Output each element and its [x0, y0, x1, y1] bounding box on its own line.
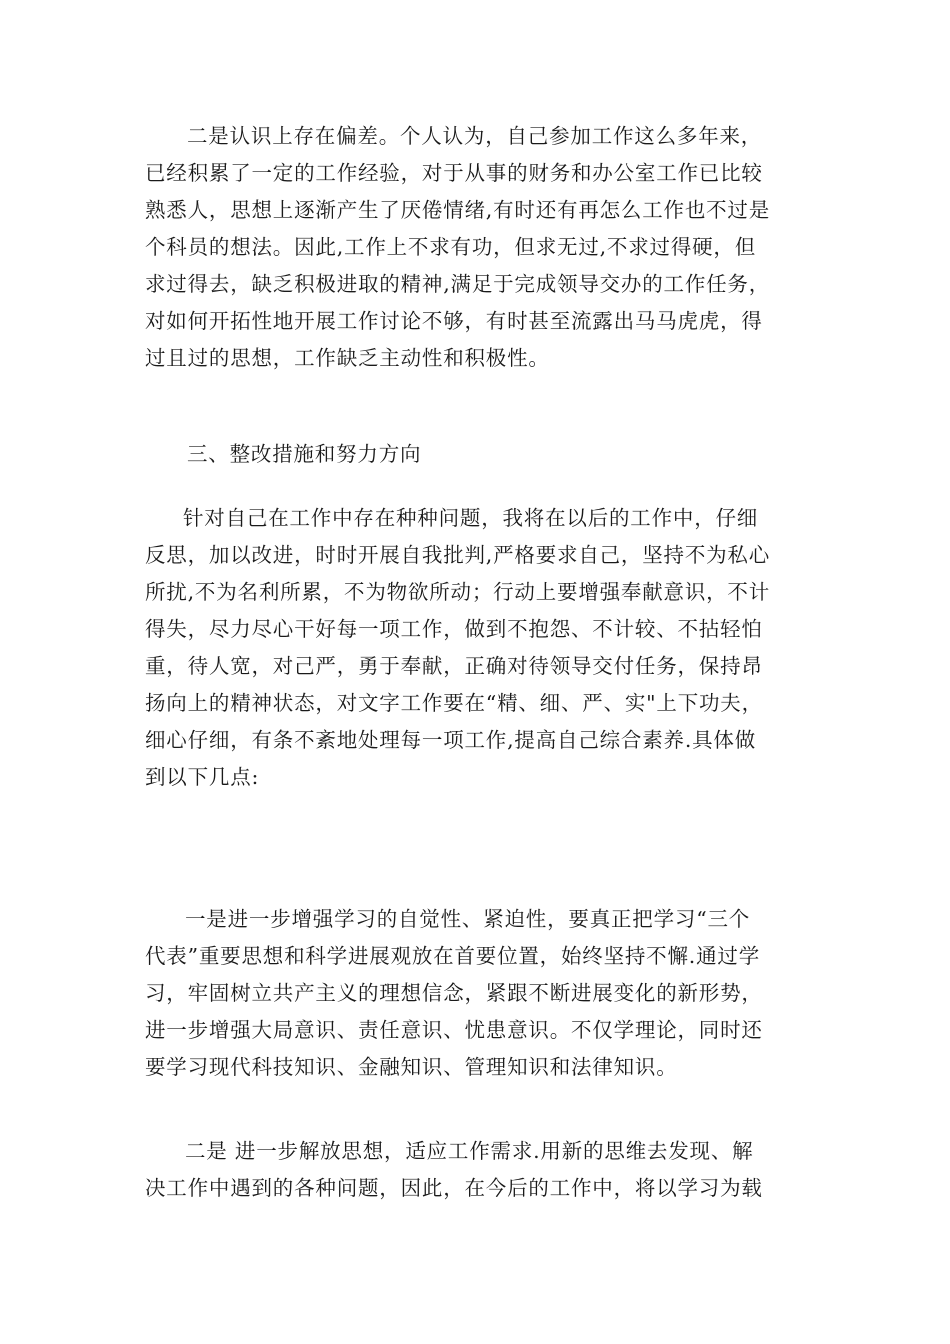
paragraph-line: 细心仔细，有条不紊地处理每一项工作,提高自己综合素养.具体做 [145, 728, 757, 752]
paragraph-rectification [145, 500, 805, 796]
paragraph-line: 决工作中遇到的各种问题，因此，在今后的工作中，将以学习为载 [145, 1176, 763, 1200]
paragraph-item-one [145, 901, 805, 1086]
paragraph-item-two [145, 1133, 805, 1207]
paragraph-line: 一是进一步增强学习的自觉性、紧迫性，要真正把学习“三个 [185, 907, 751, 931]
paragraph-line: 要学习现代科技知识、金融知识、管理知识和法律知识。 [145, 1055, 678, 1079]
paragraph-line: 得失，尽力尽心干好每一项工作，做到不抱怨、不计较、不拈轻怕 [145, 617, 763, 641]
paragraph-line: 习，牢固树立共产主义的理想信念，紧跟不断进展变化的新形势， [145, 981, 763, 1005]
paragraph-line: 重，待人宽，对己严，勇于奉献，正确对待领导交付任务，保持昂 [145, 654, 763, 678]
paragraph-line: 求过得去，缺乏积极进取的精神,满足于完成领导交办的工作任务， [145, 272, 771, 296]
paragraph-line: 二是 进一步解放思想，适应工作需求.用新的思维去发现、解 [185, 1139, 754, 1163]
section-heading [145, 436, 847, 473]
section-heading-text: 三、整改措施和努力方向 [187, 442, 422, 466]
paragraph-line: 针对自己在工作中存在种种问题，我将在以后的工作中，仔细 [183, 506, 759, 530]
paragraph-line: 到以下几点: [145, 765, 260, 789]
paragraph-line: 代表”重要思想和科学进展观放在首要位置，始终坚持不懈.通过学 [145, 944, 760, 968]
paragraph-line: 过且过的思想，工作缺乏主动性和积极性。 [145, 346, 550, 370]
paragraph-line: 进一步增强大局意识、责任意识、忧患意识。不仅学理论，同时还 [145, 1018, 763, 1042]
paragraph-line: 熟悉人，思想上逐渐产生了厌倦情绪,有时还有再怎么工作也不过是 [145, 198, 771, 222]
paragraph-line: 反思，加以改进，时时开展自我批判,严格要求自己，坚持不为私心 [145, 543, 771, 567]
paragraph-line: 个科员的想法。因此,工作上不求有功，但求无过,不求过得硬，但 [145, 235, 757, 259]
paragraph-line: 所扰,不为名利所累，不为物欲所动；行动上要增强奉献意识，不计 [145, 580, 771, 604]
paragraph-line: 二是认识上存在偏差。个人认为，自己参加工作这么多年来， [187, 124, 763, 148]
paragraph-recognition-bias [145, 118, 805, 377]
paragraph-line: 已经积累了一定的工作经验，对于从事的财务和办公室工作已比较 [145, 161, 763, 185]
paragraph-line: 扬向上的精神状态，对文字工作要在“精、细、严、实"上下功夫， [145, 691, 763, 715]
paragraph-line: 对如何开拓性地开展工作讨论不够，有时甚至流露出马马虎虎，得 [145, 309, 763, 333]
